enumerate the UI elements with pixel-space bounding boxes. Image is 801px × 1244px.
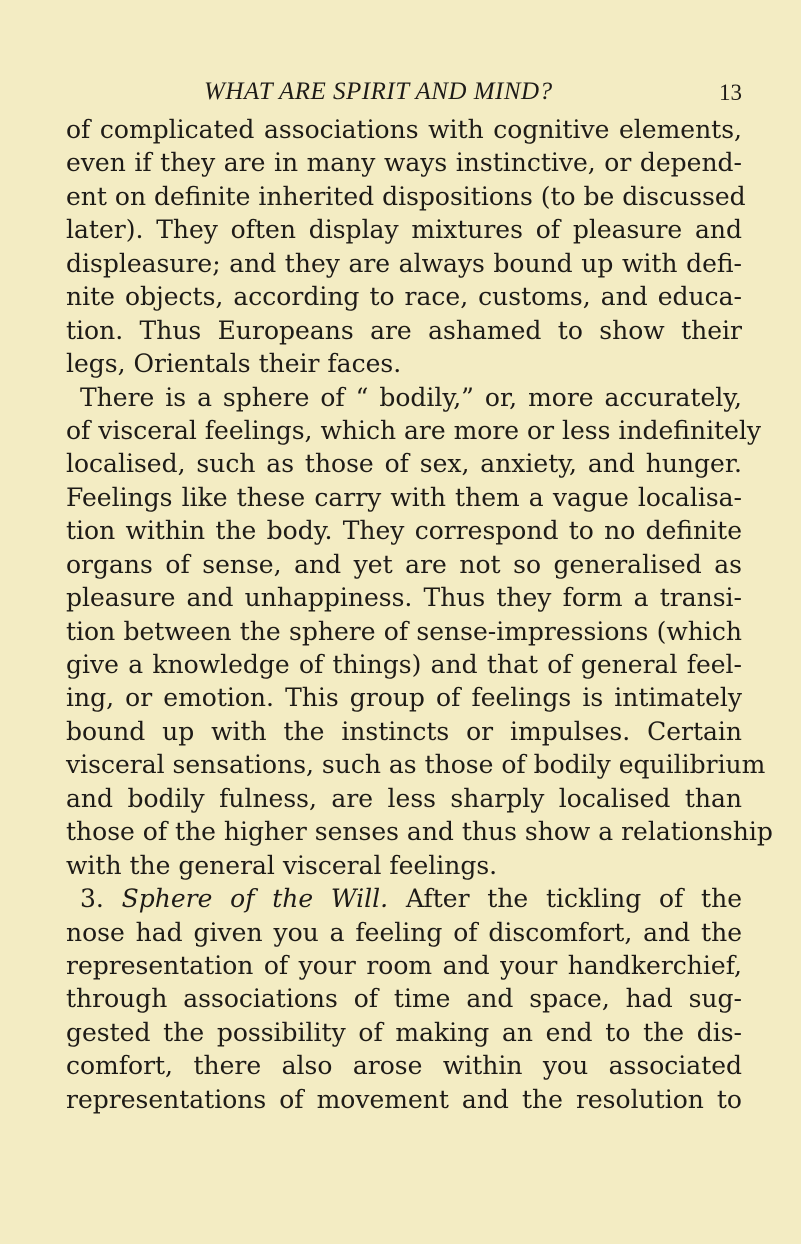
text-line: organs of sense, and yet are not so generalised as <box>66 549 742 579</box>
text-line: visceral sensations, such as those of bodily equilibrium <box>66 750 766 780</box>
section-heading: Sphere of the Will. <box>121 884 389 914</box>
text-line: nose had given you a feeling of discomfort, and the <box>66 917 742 947</box>
text-line: comfort, there also arose within you associated <box>66 1051 742 1081</box>
paragraph-first-line: There is a sphere of “ bodily,” or, more accurately, <box>80 382 742 412</box>
body-text <box>66 113 773 1116</box>
text-line: representations of movement and the resolution to <box>66 1084 742 1114</box>
text-line: tion. Thus Europeans are ashamed to show their <box>66 315 742 345</box>
text-line: with the general visceral feelings. <box>66 850 498 880</box>
text-line: representation of your room and your handkerchief, <box>66 950 742 980</box>
section-first-line <box>66 882 742 915</box>
text-line: pleasure and unhappiness. Thus they form a transi- <box>66 583 742 613</box>
text-line: give a knowledge of things) and that of general feel- <box>66 650 742 679</box>
text-line: legs, Orientals their faces. <box>66 349 402 379</box>
page-number: 13 <box>719 80 742 105</box>
text-line: those of the higher senses and thus show a relationship <box>66 817 773 847</box>
running-title: WHAT ARE SPIRIT AND MIND? <box>204 78 553 105</box>
text-line: localised, such as those of sex, anxiety, and hunger. <box>66 449 742 479</box>
running-head <box>66 78 742 108</box>
text-line: through associations of time and space, had sug- <box>66 984 742 1014</box>
text-line: later). They often display mixtures of pleasure and <box>66 215 742 245</box>
text-line: tion between the sphere of sense-impressions (which <box>66 616 742 646</box>
text-line: tion within the body. They correspond to no definite <box>66 516 742 546</box>
text-line: gested the possibility of making an end to the dis- <box>66 1017 742 1047</box>
text-line: of visceral feelings, which are more or less indefinitely <box>66 415 762 445</box>
text-line: bound up with the instincts or impulses. Certain <box>66 716 742 746</box>
text-line: displeasure; and they are always bound up with defi- <box>66 248 742 278</box>
section-number: 3. <box>80 884 104 914</box>
text-line: of complicated associations with cognitive elements, <box>66 115 742 144</box>
section-first-line-text: After the tickling of the <box>405 884 742 914</box>
text-line: even if they are in many ways instinctive, or depend- <box>66 148 742 178</box>
text-line: ing, or emotion. This group of feelings is intimately <box>66 683 742 713</box>
text-line: Feelings like these carry with them a vague localisa- <box>66 482 742 512</box>
text-line: ent on definite inherited dispositions (to be discussed <box>66 181 746 211</box>
text-line: nite objects, according to race, customs, and educa- <box>66 282 742 312</box>
text-line: and bodily fulness, are less sharply localised than <box>66 783 742 813</box>
